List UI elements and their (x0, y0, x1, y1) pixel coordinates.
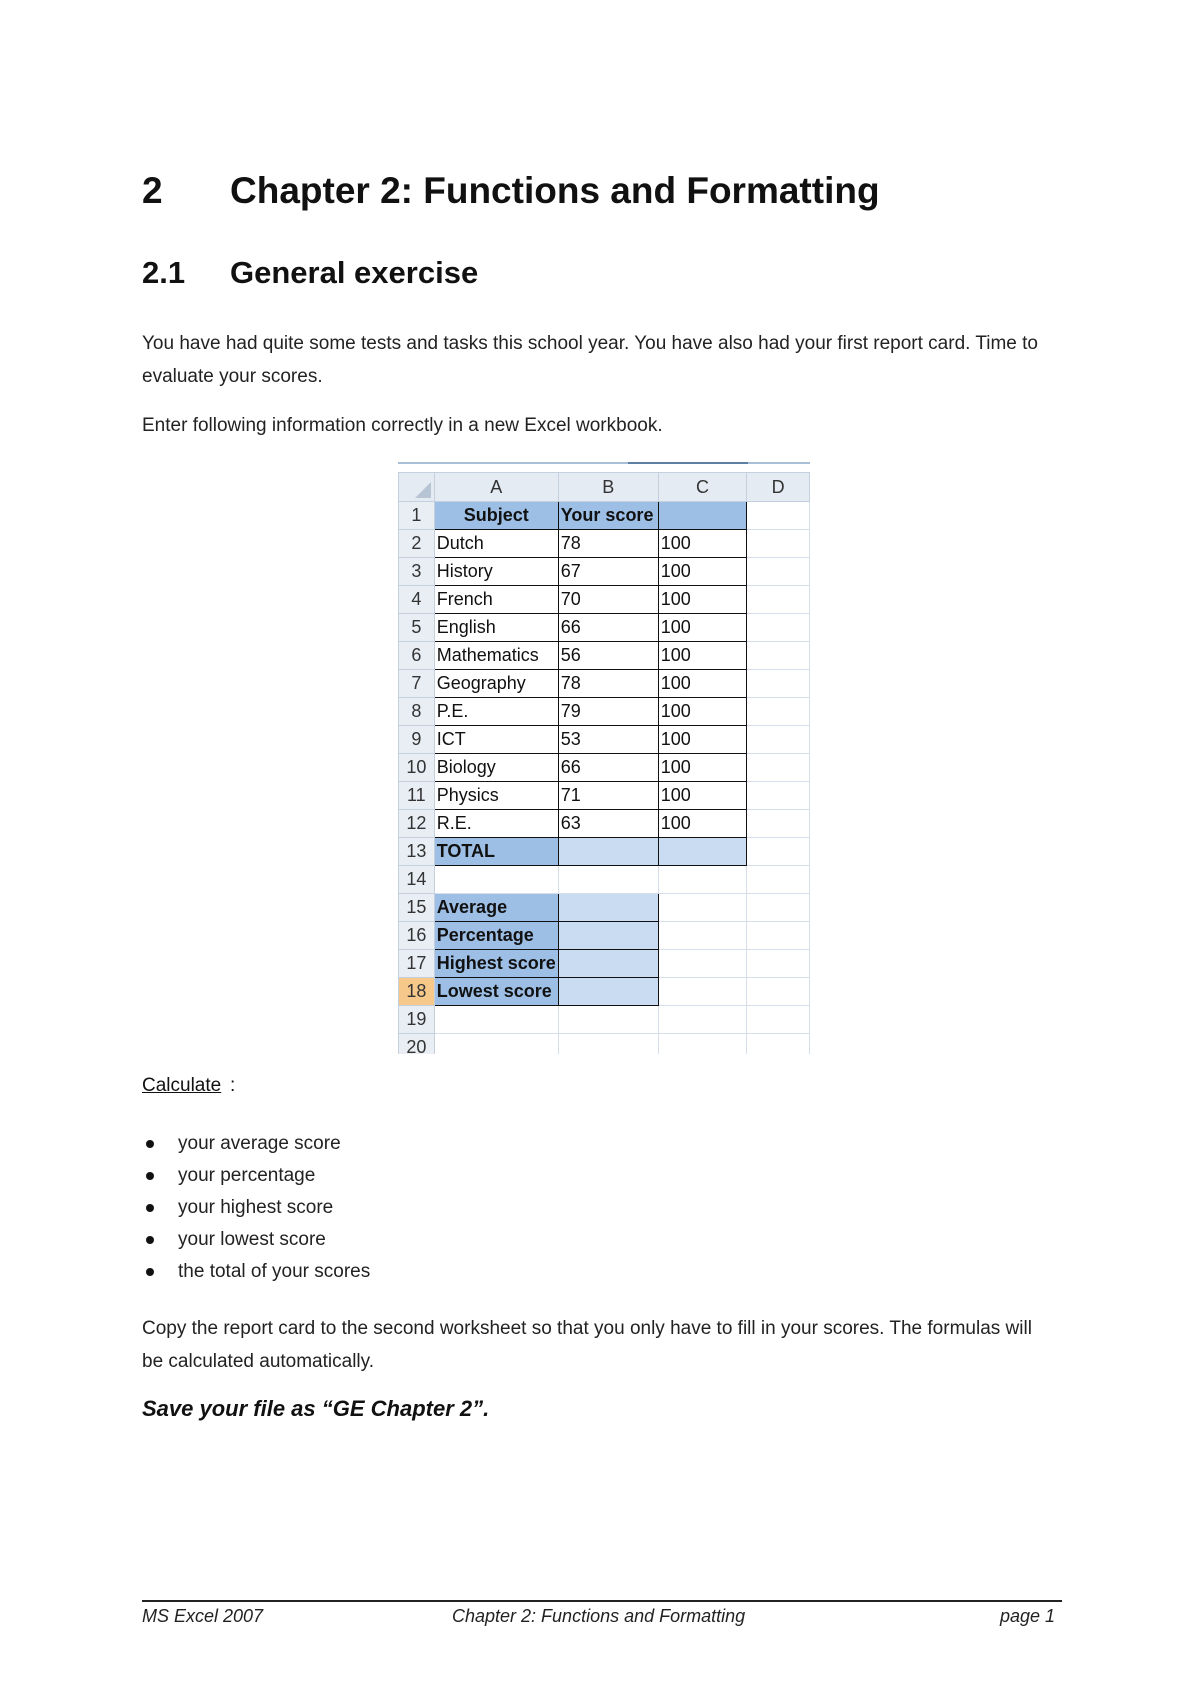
table-row (399, 950, 810, 978)
empty-cell (747, 838, 810, 866)
row-header: 9 (399, 726, 435, 754)
table-row (399, 670, 810, 698)
section-number: 2.1 (142, 255, 186, 290)
score-cell: 53 (558, 726, 658, 754)
bullet-icon (146, 1204, 154, 1212)
max-score-cell: 100 (658, 698, 747, 726)
column-header-c: C (658, 473, 747, 502)
empty-cell (747, 950, 810, 978)
row-header: 14 (399, 866, 435, 894)
chapter-heading (142, 170, 880, 212)
empty-cell (747, 726, 810, 754)
subject-cell: R.E. (434, 810, 558, 838)
score-cell: 70 (558, 586, 658, 614)
score-cell: 66 (558, 754, 658, 782)
subject-cell: French (434, 586, 558, 614)
header-subject: Subject (434, 502, 558, 530)
table-row (399, 838, 810, 866)
empty-cell (747, 978, 810, 1006)
empty-cell (747, 922, 810, 950)
row-header: 10 (399, 754, 435, 782)
table-row (399, 754, 810, 782)
bullet-icon (146, 1268, 154, 1276)
subject-cell: Physics (434, 782, 558, 810)
column-header-b: B (558, 473, 658, 502)
row-header: 20 (399, 1034, 435, 1055)
empty-cell (658, 950, 747, 978)
stat-value-cell (558, 950, 658, 978)
task-text: your percentage (178, 1165, 316, 1186)
max-score-cell: 100 (658, 642, 747, 670)
total-max-cell (658, 838, 747, 866)
list-item (142, 1128, 370, 1160)
select-all-corner (399, 473, 435, 502)
empty-cell (747, 810, 810, 838)
empty-cell (747, 698, 810, 726)
column-header-a: A (434, 473, 558, 502)
row-header: 16 (399, 922, 435, 950)
empty-cell (558, 866, 658, 894)
empty-cell (434, 1034, 558, 1055)
score-cell: 66 (558, 614, 658, 642)
chapter-number: 2 (142, 170, 163, 211)
row-header: 11 (399, 782, 435, 810)
max-score-cell: 100 (658, 530, 747, 558)
section-heading (142, 255, 478, 291)
empty-cell (747, 530, 810, 558)
column-header-row (399, 473, 810, 502)
task-text: your average score (178, 1133, 341, 1154)
score-cell: 63 (558, 810, 658, 838)
task-list (142, 1128, 370, 1288)
max-score-cell: 100 (658, 810, 747, 838)
empty-cell (747, 894, 810, 922)
row-header: 3 (399, 558, 435, 586)
row-header: 8 (399, 698, 435, 726)
stat-value-cell (558, 894, 658, 922)
table-row (399, 866, 810, 894)
score-cell: 67 (558, 558, 658, 586)
row-header: 5 (399, 614, 435, 642)
row-header: 19 (399, 1006, 435, 1034)
stat-value-cell (558, 922, 658, 950)
column-header-d: D (747, 473, 810, 502)
empty-cell (747, 502, 810, 530)
table-row (399, 1034, 810, 1055)
empty-cell (558, 1034, 658, 1055)
task-text: the total of your scores (178, 1261, 371, 1282)
copy-instruction: Copy the report card to the second worksheet so that you only have to fill in your scores. The formulas will be calculated automatically. (142, 1318, 1032, 1372)
empty-cell (747, 586, 810, 614)
max-score-cell: 100 (658, 782, 747, 810)
subject-rows (399, 530, 810, 838)
spreadsheet-grid (398, 472, 810, 1054)
footer-divider (142, 1600, 1062, 1602)
table-row (399, 782, 810, 810)
table-row (399, 726, 810, 754)
subject-cell: Mathematics (434, 642, 558, 670)
calculate-label: Calculate (142, 1075, 222, 1096)
footer-center: Chapter 2: Functions and Formatting (452, 1606, 746, 1626)
subject-cell: English (434, 614, 558, 642)
calculate-colon: : (230, 1075, 236, 1096)
empty-cell (658, 866, 747, 894)
empty-cell (658, 922, 747, 950)
score-cell: 71 (558, 782, 658, 810)
max-score-cell: 100 (658, 558, 747, 586)
row-header: 4 (399, 586, 435, 614)
table-row (399, 586, 810, 614)
empty-cell (658, 894, 747, 922)
spreadsheet-screenshot (398, 462, 810, 1054)
stat-value-cell (558, 978, 658, 1006)
list-item (142, 1192, 370, 1224)
table-row (399, 530, 810, 558)
row-header: 6 (399, 642, 435, 670)
table-row (399, 810, 810, 838)
max-score-cell: 100 (658, 614, 747, 642)
empty-cell (658, 1006, 747, 1034)
total-label: TOTAL (434, 838, 558, 866)
footer-left: MS Excel 2007 (142, 1606, 264, 1626)
score-cell: 78 (558, 530, 658, 558)
table-row (399, 894, 810, 922)
row-header: 15 (399, 894, 435, 922)
chapter-title: Chapter 2: Functions and Formatting (230, 170, 880, 211)
bullet-icon (146, 1140, 154, 1148)
table-row (399, 558, 810, 586)
empty-cell (747, 558, 810, 586)
table-row (399, 614, 810, 642)
subject-cell: Geography (434, 670, 558, 698)
instruction-paragraph: Enter following information correctly in a new Excel workbook. (142, 415, 663, 436)
row-header: 17 (399, 950, 435, 978)
row-header: 13 (399, 838, 435, 866)
subject-cell: Biology (434, 754, 558, 782)
empty-cell (434, 866, 558, 894)
subject-cell: History (434, 558, 558, 586)
stat-label: Lowest score (434, 978, 558, 1006)
empty-cell (747, 782, 810, 810)
list-item (142, 1256, 370, 1288)
score-cell: 78 (558, 670, 658, 698)
header-max (658, 502, 747, 530)
select-all-triangle-icon (415, 482, 431, 498)
bullet-icon (146, 1172, 154, 1180)
stat-label: Highest score (434, 950, 558, 978)
sheet-top-border (398, 462, 810, 464)
subject-cell: P.E. (434, 698, 558, 726)
empty-cell (658, 978, 747, 1006)
score-cell: 79 (558, 698, 658, 726)
row-header: 2 (399, 530, 435, 558)
stat-label: Average (434, 894, 558, 922)
table-row (399, 698, 810, 726)
list-item (142, 1224, 370, 1256)
stat-label: Percentage (434, 922, 558, 950)
subject-cell: ICT (434, 726, 558, 754)
empty-cell (658, 1034, 747, 1055)
empty-cell (747, 670, 810, 698)
stat-rows (399, 894, 810, 1006)
footer-right: page 1 (1000, 1606, 1056, 1626)
row-header: 18 (399, 978, 435, 1006)
list-item (142, 1160, 370, 1192)
empty-cell (434, 1006, 558, 1034)
max-score-cell: 100 (658, 670, 747, 698)
row-header: 1 (399, 502, 435, 530)
max-score-cell: 100 (658, 586, 747, 614)
table-row (399, 922, 810, 950)
max-score-cell: 100 (658, 726, 747, 754)
table-row (399, 1006, 810, 1034)
row-header: 12 (399, 810, 435, 838)
empty-cell (747, 1034, 810, 1055)
table-row (399, 978, 810, 1006)
task-text: your highest score (178, 1197, 334, 1218)
table-row (399, 502, 810, 530)
row-header: 7 (399, 670, 435, 698)
score-cell: 56 (558, 642, 658, 670)
max-score-cell: 100 (658, 754, 747, 782)
save-instruction: Save your file as “GE Chapter 2”. (142, 1396, 490, 1421)
header-score: Your score (558, 502, 658, 530)
empty-cell (747, 866, 810, 894)
empty-cell (747, 642, 810, 670)
section-title: General exercise (230, 255, 479, 290)
task-text: your lowest score (178, 1229, 326, 1250)
intro-paragraph: You have had quite some tests and tasks this school year. You have also had your first report card. Time to evaluate your scores. (142, 333, 1038, 387)
empty-cell (747, 1006, 810, 1034)
empty-cell (558, 1006, 658, 1034)
table-row (399, 642, 810, 670)
subject-cell: Dutch (434, 530, 558, 558)
total-score-cell (558, 838, 658, 866)
empty-cell (747, 754, 810, 782)
empty-cell (747, 614, 810, 642)
bullet-icon (146, 1236, 154, 1244)
sheet-top-border-accent (628, 462, 748, 464)
